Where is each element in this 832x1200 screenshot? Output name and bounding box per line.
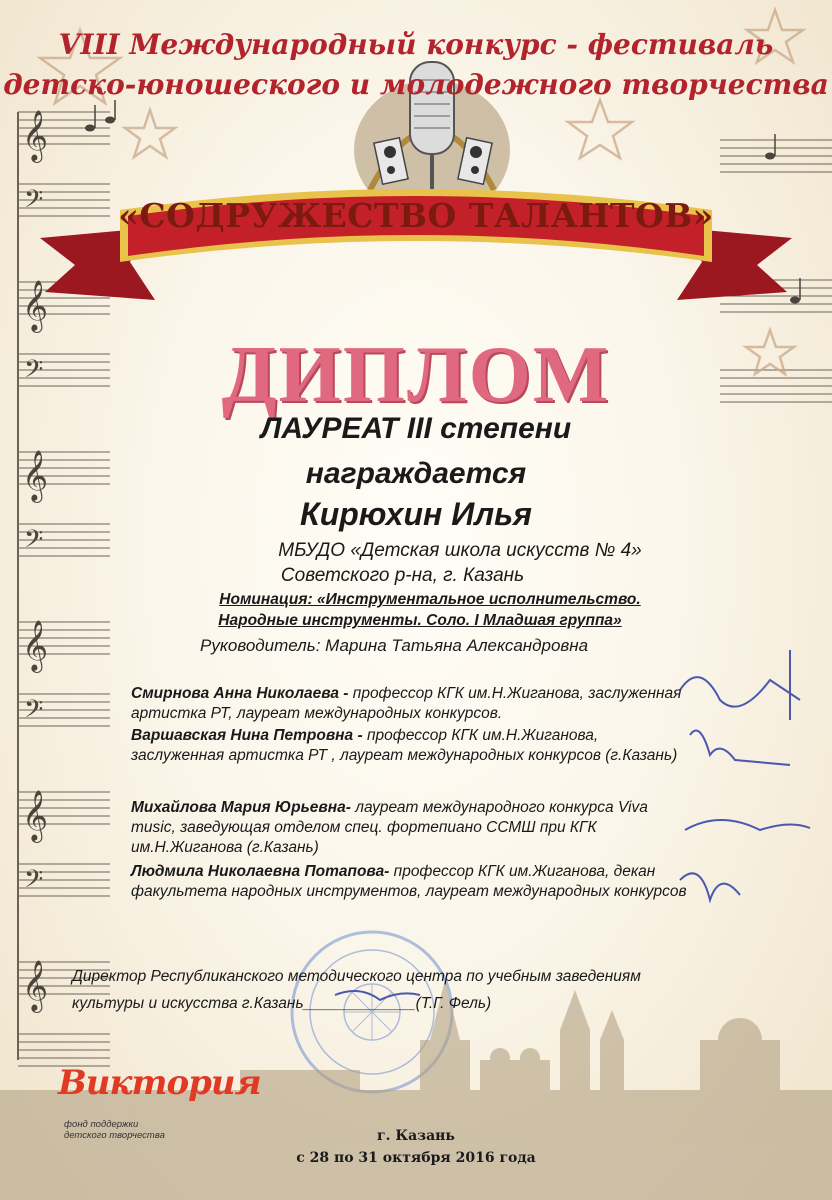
footer-city: г. Казань xyxy=(377,1128,455,1144)
svg-text:𝄞: 𝄞 xyxy=(22,790,49,841)
festival-title-line2: детско-юношеского и молодежного творчества xyxy=(3,68,829,101)
director-org: культуры и искусства г.Казань xyxy=(72,995,304,1012)
festival-title-line1: VIII Международный конкурс - фестиваль xyxy=(58,28,774,61)
leader xyxy=(200,636,700,656)
svg-text:𝄞: 𝄞 xyxy=(22,110,49,161)
svg-text:𝄢: 𝄢 xyxy=(24,865,44,900)
director-signature-block xyxy=(72,963,752,1017)
director-line2 xyxy=(72,990,752,1017)
svg-text:𝄢: 𝄢 xyxy=(24,525,44,560)
jury-member xyxy=(131,726,691,766)
school-line2: Советского р-на, г. Казань xyxy=(280,565,525,586)
diploma-title: ДИПЛОМ xyxy=(221,331,611,419)
leader-name: Марина Татьяна Александровна xyxy=(325,636,589,655)
jury-member xyxy=(131,684,691,724)
svg-text:𝄞: 𝄞 xyxy=(22,620,49,671)
logo-subtitle-2: детского творчества xyxy=(64,1130,165,1141)
leader-label: Руководитель: xyxy=(200,636,321,655)
svg-text:𝄞: 𝄞 xyxy=(22,280,49,331)
victoria-logo: Виктория xyxy=(58,1063,261,1103)
director-name: (Т.Г. Фель) xyxy=(415,995,492,1012)
jury-name: Варшавская Нина Петровна - xyxy=(131,727,363,744)
jury-name: Людмила Николаевна Потапова- xyxy=(131,863,390,880)
nomination-line1: Номинация: «Инструментальное исполнительство. xyxy=(219,591,641,608)
festival-name-ribbon: «СОДРУЖЕСТВО ТАЛАНТОВ» xyxy=(118,196,714,235)
svg-text:𝄞: 𝄞 xyxy=(22,450,49,501)
svg-text:𝄢: 𝄢 xyxy=(24,185,44,220)
school-line1: МБУДО «Детская школа искусств № 4» xyxy=(278,540,642,561)
director-title: Директор Республиканского методического центра по учебным заведениям xyxy=(72,968,641,985)
jury-name: Михайлова Мария Юрьевна- xyxy=(131,799,351,816)
svg-text:𝄢: 𝄢 xyxy=(24,695,44,730)
awarded-label: награждается xyxy=(305,457,527,490)
nomination-line2: Народные инструменты. Соло. I Младшая группа» xyxy=(218,612,622,629)
jury-member xyxy=(131,798,691,858)
jury-member xyxy=(131,862,691,902)
footer-dates: с 28 по 31 октября 2016 года xyxy=(296,1150,536,1166)
recipient-name: Кирюхин Илья xyxy=(300,496,532,532)
jury-role: профессор КГК им.Жиганова, декан факультета народных инструментов, лауреат международных конкурсов xyxy=(131,863,687,900)
jury-role: профессор КГК им.Н.Жиганова, заслуженная артистка РТ , лауреат международных конкурсов (г.Казань) xyxy=(131,727,678,764)
logo-subtitle-1: фонд поддержки xyxy=(64,1119,139,1130)
jury-role: профессор КГК им.Н.Жиганова, заслуженная артистка РТ, лауреат международных конкурсов. xyxy=(131,685,682,722)
svg-text:𝄢: 𝄢 xyxy=(24,355,44,390)
jury-name: Смирнова Анна Николаева - xyxy=(131,685,349,702)
laureate-degree: ЛАУРЕАТ III степени xyxy=(260,412,572,445)
svg-text:𝄞: 𝄞 xyxy=(22,960,49,1011)
signature-blank: _____________ xyxy=(303,995,416,1012)
jury-role: лауреат международного конкурса Viva music, заведующая отделом спец. фортепиано ССМШ при КГК им.Н.Жиганова (г.Казань) xyxy=(131,799,648,856)
